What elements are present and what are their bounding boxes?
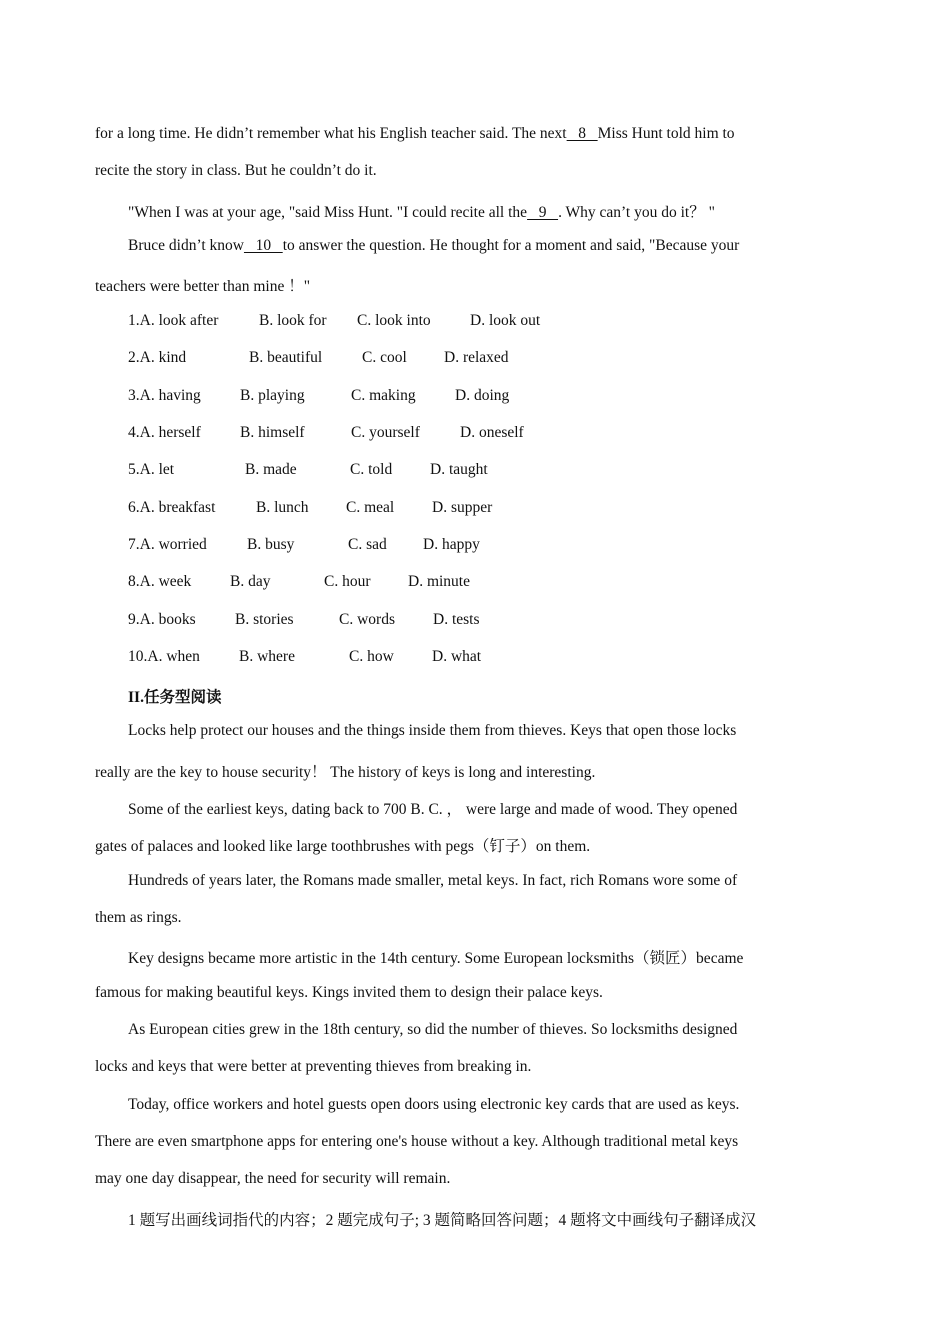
reading-line: locks and keys that were better at preventing thieves from breaking in.: [95, 1058, 532, 1075]
passage-line: teachers were better than mine ！": [95, 278, 311, 295]
blank-10: 10: [243, 237, 283, 254]
option-d: D. oneself: [460, 424, 524, 441]
passage-line: Bruce didn’t know 10 to answer the question. He thought for a moment and said, "Because your: [128, 237, 740, 254]
reading-line: famous for making beautiful keys. Kings invited them to design their palace keys.: [95, 984, 603, 1001]
reading-line: may one day disappear, the need for security will remain.: [95, 1170, 451, 1187]
option-d: D. minute: [408, 573, 470, 590]
reading-line: Today, office workers and hotel guests open doors using electronic key cards that are used as keys.: [128, 1096, 740, 1113]
section-heading: II.任务型阅读: [128, 689, 222, 706]
option-b: B. stories: [235, 611, 294, 628]
blank-8: 8: [566, 125, 598, 142]
option-c: C. yourself: [351, 424, 420, 441]
option-a: 8.A. week: [128, 573, 192, 590]
option-c: C. meal: [346, 499, 395, 516]
option-b: B. look for: [259, 312, 327, 329]
option-a: 7.A. worried: [128, 536, 207, 553]
option-d: D. what: [432, 648, 482, 665]
option-b: B. made: [245, 461, 297, 478]
passage-line: "When I was at your age, "said Miss Hunt. "I could recite all the 9 . Why can’t you do it？ ": [128, 204, 715, 221]
reading-line: Some of the earliest keys, dating back to 700 B. C. ， were large and made of wood. They opened: [128, 801, 738, 818]
reading-line: really are the key to house security！ The history of keys is long and interesting.: [95, 764, 596, 781]
blank-9: 9: [527, 204, 559, 221]
option-d: D. supper: [432, 499, 493, 516]
option-b: B. day: [230, 573, 271, 590]
option-c: C. cool: [362, 349, 407, 366]
passage-line: for a long time. He didn’t remember what his English teacher said. The next 8 Miss Hunt told him to: [95, 125, 735, 142]
option-c: C. words: [339, 611, 395, 628]
reading-line: There are even smartphone apps for entering one's house without a key. Although traditional metal keys: [95, 1133, 739, 1150]
reading-line: gates of palaces and looked like large toothbrushes with pegs（钉子）on them.: [95, 838, 591, 855]
option-c: C. look into: [357, 312, 431, 329]
option-d: D. doing: [455, 387, 510, 404]
reading-line: Key designs became more artistic in the 14th century. Some European locksmiths（锁匠）became: [128, 950, 744, 967]
option-b: B. where: [239, 648, 295, 665]
option-a: 3.A. having: [128, 387, 201, 404]
reading-line: Locks help protect our houses and the things inside them from thieves. Keys that open those locks: [128, 722, 737, 739]
option-a: 9.A. books: [128, 611, 196, 628]
reading-line: As European cities grew in the 18th century, so did the number of thieves. So locksmiths designed: [128, 1021, 738, 1038]
option-a: 2.A. kind: [128, 349, 187, 366]
option-c: C. how: [349, 648, 394, 665]
instruction-line: 1 题写出画线词指代的内容；2 题完成句子; 3 题简略回答问题；4 题将文中画线句子翻译成汉: [128, 1212, 757, 1229]
passage-line: recite the story in class. But he couldn’t do it.: [95, 162, 377, 179]
option-d: D. look out: [470, 312, 541, 329]
reading-line: them as rings.: [95, 909, 182, 926]
option-b: B. busy: [247, 536, 295, 553]
option-b: B. playing: [240, 387, 305, 404]
reading-line: Hundreds of years later, the Romans made smaller, metal keys. In fact, rich Romans wore some of: [128, 872, 738, 889]
option-d: D. happy: [423, 536, 480, 553]
option-a: 4.A. herself: [128, 424, 201, 441]
option-a: 6.A. breakfast: [128, 499, 216, 516]
option-c: C. hour: [324, 573, 371, 590]
option-a: 1.A. look after: [128, 312, 219, 329]
option-c: C. making: [351, 387, 416, 404]
option-a: 10.A. when: [128, 648, 200, 665]
option-c: C. sad: [348, 536, 387, 553]
option-b: B. lunch: [256, 499, 309, 516]
option-d: D. tests: [433, 611, 480, 628]
option-a: 5.A. let: [128, 461, 175, 478]
option-c: C. told: [350, 461, 393, 478]
option-b: B. beautiful: [249, 349, 323, 366]
option-d: D. taught: [430, 461, 488, 478]
option-d: D. relaxed: [444, 349, 509, 366]
option-b: B. himself: [240, 424, 305, 441]
